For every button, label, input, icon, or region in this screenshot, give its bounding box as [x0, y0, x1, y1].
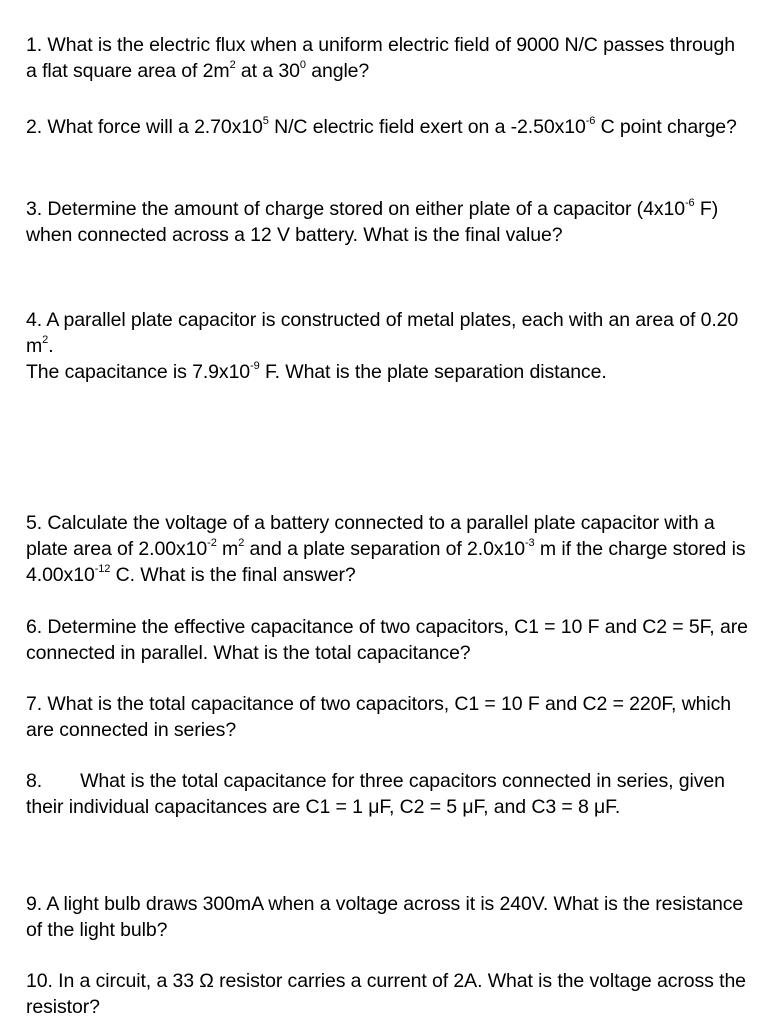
question-number: 2.: [26, 116, 43, 138]
question-4: [26, 307, 750, 385]
question-8: [26, 768, 750, 820]
question-number: 6.: [26, 616, 43, 638]
question-number: 9.: [26, 893, 43, 915]
question-number: 7.: [26, 693, 43, 715]
question-text-line-2: The capacitance is $7.9x10^{-9}$ F. What is the plate separation distance.: [26, 359, 607, 383]
question-9: [26, 891, 750, 943]
question-text: 10. In a circuit, a 33 Ω resistor carries a current of 2A. What is the voltage across the resistor?: [26, 970, 746, 1018]
question-number: 3.: [26, 198, 43, 220]
question-text: 2. What force will a $2.70x10^5$ N/C electric field exert on a $-2.50x10^{-6}$ C point charge?: [26, 114, 737, 138]
question-number: 4.: [26, 309, 43, 331]
question-number: 10.: [26, 970, 53, 992]
question-text: 6. Determine the effective capacitance of two capacitors, C1 = 10 F and C2 = 5F, are connected in parallel. What is the total capacitance?: [26, 616, 748, 664]
question-5: [26, 510, 750, 588]
question-1: [26, 32, 750, 84]
question-text: 1. What is the electric flux when a uniform electric field of 9000 N/C passes through a flat square area of $2m^2$ at a $30^0$ angle?: [26, 34, 736, 82]
question-number: 5.: [26, 512, 43, 534]
question-7: [26, 691, 750, 743]
question-number: 8.: [26, 770, 43, 792]
question-10: [26, 968, 750, 1020]
question-6: [26, 614, 750, 666]
question-text: 5. Calculate the voltage of a battery connected to a parallel plate capacitor with a plate area of $2.00x10^{-2}$ $m^2$ and a plate separation of $2.0x10^{-3}$ m if the charge stored is $4.00x10^{-12}$ C. What is the final answer?: [26, 512, 746, 586]
question-text: 9. A light bulb draws 300mA when a voltage across it is 240V. What is the resistance of the light bulb?: [26, 893, 744, 941]
question-3: [26, 196, 750, 248]
question-2: [26, 114, 750, 140]
question-number: 1.: [26, 34, 43, 56]
question-text: 8. What is the total capacitance for three capacitors connected in series, given their individual capacitances are C1 = 1 μF, C2 = 5 μF, and C3 = 8 μF.: [26, 770, 725, 818]
question-text: 4. A parallel plate capacitor is constructed of metal plates, each with an area of 0.20 $m^2$.: [26, 309, 739, 357]
question-text: 3. Determine the amount of charge stored on either plate of a capacitor ($4x10^{-6}$ F) when connected across a 12 V battery. What is the final value?: [26, 196, 719, 246]
question-text: 7. What is the total capacitance of two capacitors, C1 = 10 F and C2 = 220F, which are connected in series?: [26, 693, 732, 741]
